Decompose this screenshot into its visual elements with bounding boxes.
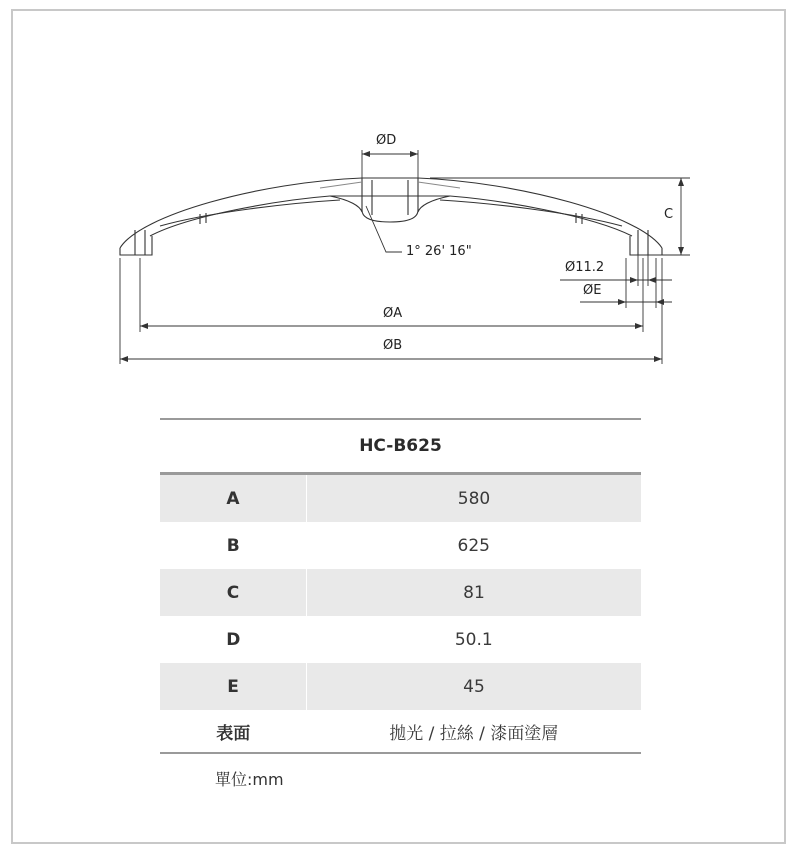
table-row — [160, 522, 641, 569]
unit-note: 單位:mm — [215, 770, 284, 789]
row-key: B — [226, 535, 240, 556]
right-foot — [630, 236, 662, 255]
dim-label-e: ØE — [583, 283, 602, 298]
row-value: 45 — [307, 663, 642, 710]
table-row — [160, 616, 641, 663]
dim-label-d: ØD — [376, 133, 397, 148]
part-outer-arc — [120, 178, 662, 248]
dim-label-b: ØB — [383, 338, 403, 353]
row-value: 50.1 — [454, 629, 493, 650]
table-row — [160, 474, 641, 523]
row-value: 拋光 / 拉絲 / 漆面塗層 — [307, 710, 642, 753]
row-value: 625 — [457, 535, 490, 556]
spec-table — [160, 418, 641, 754]
dim-label-angle: 1° 26' 16" — [406, 244, 472, 259]
dim-label-a: ØA — [383, 306, 403, 321]
part-inner-arc — [150, 196, 632, 236]
dim-label-c: C — [664, 207, 674, 222]
table-row — [160, 710, 641, 753]
dim-label-hole: Ø11.2 — [565, 260, 605, 275]
table-row — [160, 663, 641, 710]
row-key: E — [160, 663, 307, 710]
model-title: HC-B625 — [160, 419, 641, 474]
left-foot — [120, 236, 152, 255]
row-value: 81 — [307, 569, 642, 616]
row-key: C — [160, 569, 307, 616]
row-key: 表面 — [160, 710, 307, 753]
table-row — [160, 569, 641, 616]
row-key: D — [226, 629, 241, 650]
row-key: A — [160, 474, 307, 523]
row-value: 580 — [307, 474, 642, 523]
